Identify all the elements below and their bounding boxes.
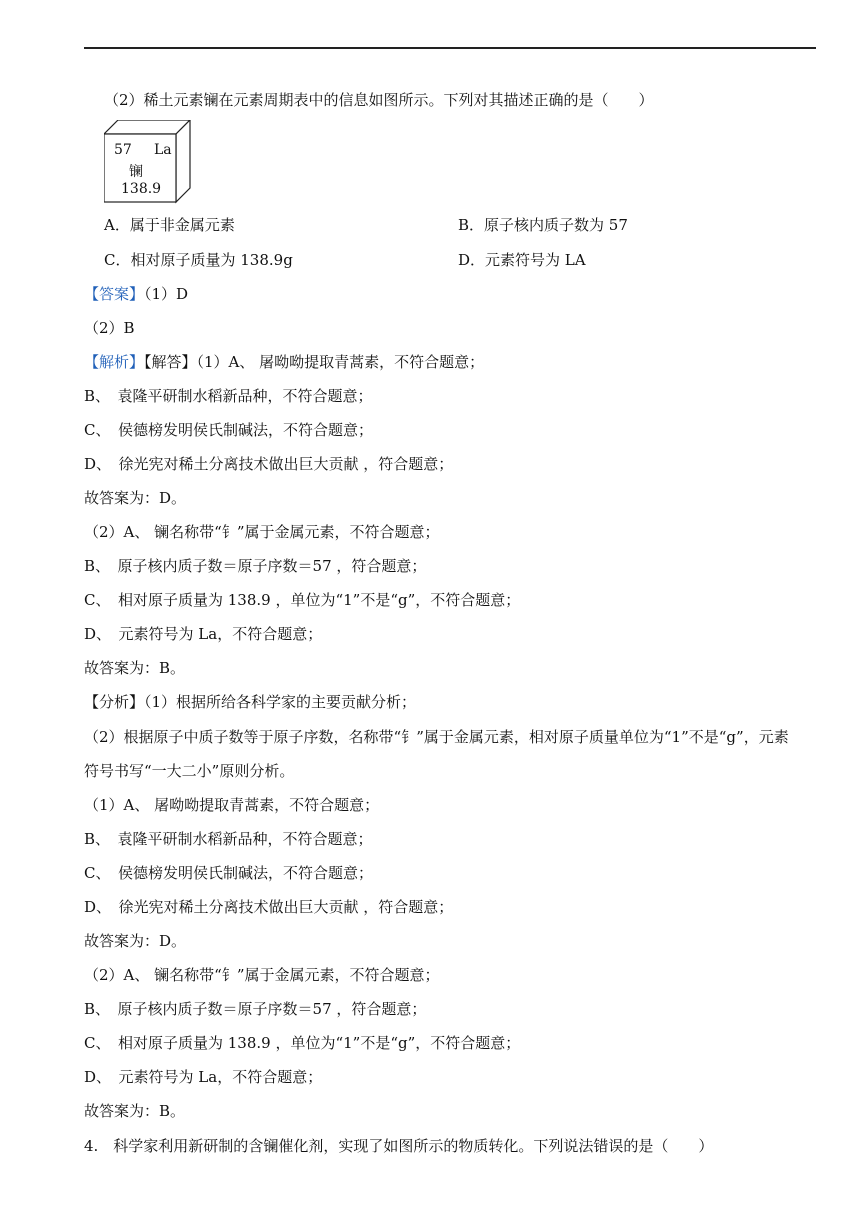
option-b: B．原子核内质子数为 57 [458, 216, 628, 234]
option-c: C．相对原子质量为 138.9g [104, 251, 293, 269]
fenxi-line-10: B、 原子核内质子数＝原子序数＝57 ，符合题意； [84, 1000, 427, 1018]
answer-part-2: （2）B [84, 319, 135, 337]
fenxi-line-8: 故答案为：D。 [84, 932, 187, 950]
option-a: A．属于非金属元素 [104, 216, 235, 234]
fenxi-line-1: 【分析】（1）根据所给各科学家的主要贡献分析； [84, 693, 417, 711]
fenxi-line-12: D、 元素符号为 La，不符合题意； [84, 1068, 323, 1086]
fenxi-line-3: 符号书写“一大二小”原则分析。 [84, 762, 295, 780]
analysis-line-6: （2）A、 镧名称带“钅”属于金属元素，不符合题意； [84, 523, 440, 541]
next-question: 4. 科学家利用新研制的含镧催化剂，实现了如图所示的物质转化。下列说法错误的是（ ） [84, 1137, 714, 1155]
analysis-line-10: 故答案为：B。 [84, 659, 186, 677]
element-symbol: La [154, 142, 172, 158]
answer-part-1: （1）D [144, 285, 189, 303]
question-stem: （2）稀土元素镧在元素周期表中的信息如图所示。下列对其描述正确的是（ ） [104, 91, 654, 109]
fenxi-line-13: 故答案为：B。 [84, 1102, 186, 1120]
fenxi-line-4: （1）A、 屠呦呦提取青蒿素，不符合题意； [84, 796, 380, 814]
element-name: 镧 [129, 164, 143, 180]
analysis-line-1 [84, 352, 484, 372]
option-d: D．元素符号为 LA [458, 251, 586, 269]
fenxi-line-5: B、 袁隆平研制水稻新品种，不符合题意； [84, 830, 373, 848]
analysis-tag: 【解析】 [84, 353, 145, 371]
fenxi-line-2: （2）根据原子中质子数等于原子序数，名称带“钅”属于金属元素，相对原子质量单位为“1”不是“g”，元素 [84, 728, 789, 746]
answer-tag: 【答案】 [84, 285, 145, 303]
analysis-line-5: 故答案为：D。 [84, 489, 187, 507]
analysis-line-4: D、 徐光宪对稀土分离技术做出巨大贡献 ，符合题意； [84, 455, 454, 473]
analysis-text-1: 【解答】（1）A、 屠呦呦提取青蒿素，不符合题意； [144, 353, 485, 371]
header-rule [84, 47, 816, 49]
fenxi-line-6: C、 侯德榜发明侯氏制碱法，不符合题意； [84, 864, 373, 882]
fenxi-line-9: （2）A、 镧名称带“钅”属于金属元素，不符合题意； [84, 966, 440, 984]
analysis-line-9: D、 元素符号为 La，不符合题意； [84, 625, 323, 643]
element-atomic-number: 57 [114, 142, 132, 158]
fenxi-line-11: C、 相对原子质量为 138.9 ，单位为“1”不是“g”，不符合题意； [84, 1034, 521, 1052]
analysis-line-3: C、 侯德榜发明侯氏制碱法，不符合题意； [84, 421, 373, 439]
fenxi-line-7: D、 徐光宪对稀土分离技术做出巨大贡献 ，符合题意； [84, 898, 454, 916]
analysis-line-7: B、 原子核内质子数＝原子序数＝57 ，符合题意； [84, 557, 427, 575]
element-atomic-mass: 138.9 [121, 181, 162, 197]
element-card [104, 120, 192, 204]
analysis-line-2: B、 袁隆平研制水稻新品种，不符合题意； [84, 387, 373, 405]
answer-line-1 [84, 284, 188, 304]
analysis-line-8: C、 相对原子质量为 138.9 ，单位为“1”不是“g”，不符合题意； [84, 591, 521, 609]
